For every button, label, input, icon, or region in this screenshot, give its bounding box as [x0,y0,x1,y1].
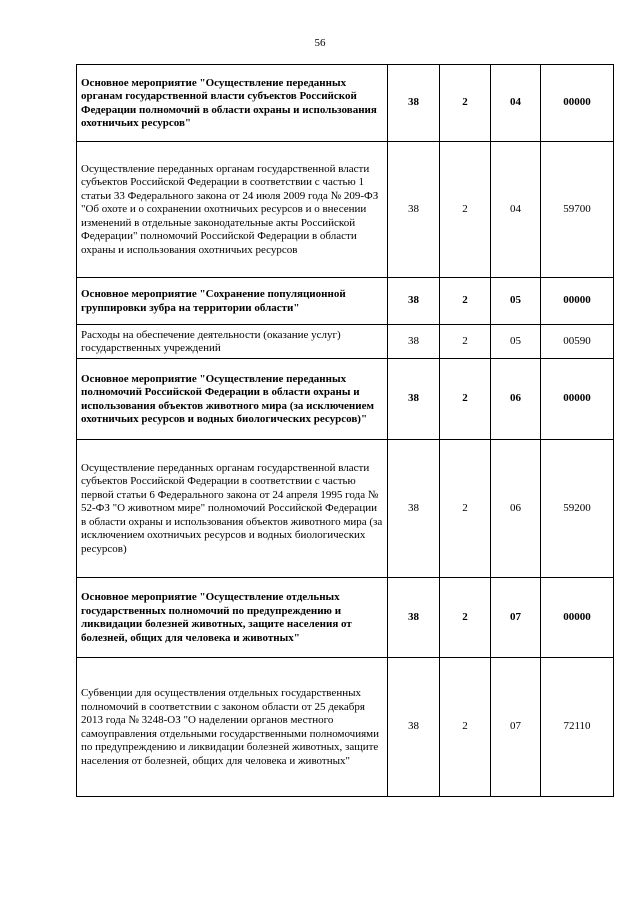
table-row [77,440,614,578]
row-code-1: 38 [388,578,440,658]
row-code-4: 00000 [541,578,614,658]
row-code-4: 59200 [541,440,614,578]
row-code-2: 2 [440,658,491,797]
row-code-2: 2 [440,142,491,278]
row-code-1: 38 [388,278,440,325]
row-code-3: 04 [491,65,541,142]
row-code-2: 2 [440,325,491,359]
row-description: Субвенции для осуществления отдельных государственных полномочий в соответствии с законом области от 25 декабря 2013 года № 3248-ОЗ "О наделении органов местного самоуправления отдельными государственными полномочиями по предупреждению и ликвидации болезней животных, защите населения от болезней, общих для человека и животных" [77,658,388,797]
page-number: 56 [314,37,326,49]
row-code-2: 2 [440,65,491,142]
row-code-3: 05 [491,278,541,325]
table-row [77,359,614,440]
row-code-1: 38 [388,325,440,359]
row-code-3: 06 [491,359,541,440]
row-code-1: 38 [388,359,440,440]
row-code-1: 38 [388,440,440,578]
row-code-3: 04 [491,142,541,278]
table-row [77,578,614,658]
row-code-3: 07 [491,658,541,797]
row-code-1: 38 [388,658,440,797]
row-code-4: 00590 [541,325,614,359]
row-code-4: 00000 [541,65,614,142]
table-row [77,325,614,359]
row-code-3: 07 [491,578,541,658]
row-description: Основное мероприятие "Сохранение популяционной группировки зубра на территории области" [77,278,388,325]
row-code-1: 38 [388,142,440,278]
budget-table [76,64,614,797]
row-code-2: 2 [440,278,491,325]
row-code-4: 72110 [541,658,614,797]
row-description: Осуществление переданных органам государственной власти субъектов Российской Федерации в соответствии с частью 1 статьи 33 Федерального закона от 24 июля 2009 года № 209-ФЗ "Об охоте и о сохранении охотничьих ресурсов и о внесении изменений в отдельные законодательные акты Российской Федерации" полномочий Российской Федерации в области охраны и использования охотничьих ресурсов [77,142,388,278]
row-description: Основное мероприятие "Осуществление переданных полномочий Российской Федерации в области охраны и использования объектов животного мира (за исключением охотничьих ресурсов и водных биологических ресурсов)" [77,359,388,440]
table-row [77,658,614,797]
table-row [77,65,614,142]
row-code-2: 2 [440,578,491,658]
table-row [77,142,614,278]
row-code-3: 05 [491,325,541,359]
row-description: Осуществление переданных органам государственной власти субъектов Российской Федерации в соответствии с частью первой статьи 6 Федерального закона от 24 апреля 1995 года № 52-ФЗ "О животном мире" полномочий Российской Федерации в области охраны и использования объектов животного мира (за исключением охотничьих ресурсов и водных биологических ресурсов) [77,440,388,578]
row-description: Основное мероприятие "Осуществление отдельных государственных полномочий по предупреждению и ликвидации болезней животных, защите населения от болезней, общих для человека и животных" [77,578,388,658]
table-row [77,278,614,325]
row-code-4: 59700 [541,142,614,278]
row-code-1: 38 [388,65,440,142]
row-code-2: 2 [440,440,491,578]
row-code-2: 2 [440,359,491,440]
row-description: Основное мероприятие "Осуществление переданных органам государственной власти субъектов Российской Федерации полномочий в области охраны и использования охотничьих ресурсов" [77,65,388,142]
row-code-4: 00000 [541,278,614,325]
row-description: Расходы на обеспечение деятельности (оказание услуг) государственных учреждений [77,325,388,359]
row-code-3: 06 [491,440,541,578]
row-code-4: 00000 [541,359,614,440]
